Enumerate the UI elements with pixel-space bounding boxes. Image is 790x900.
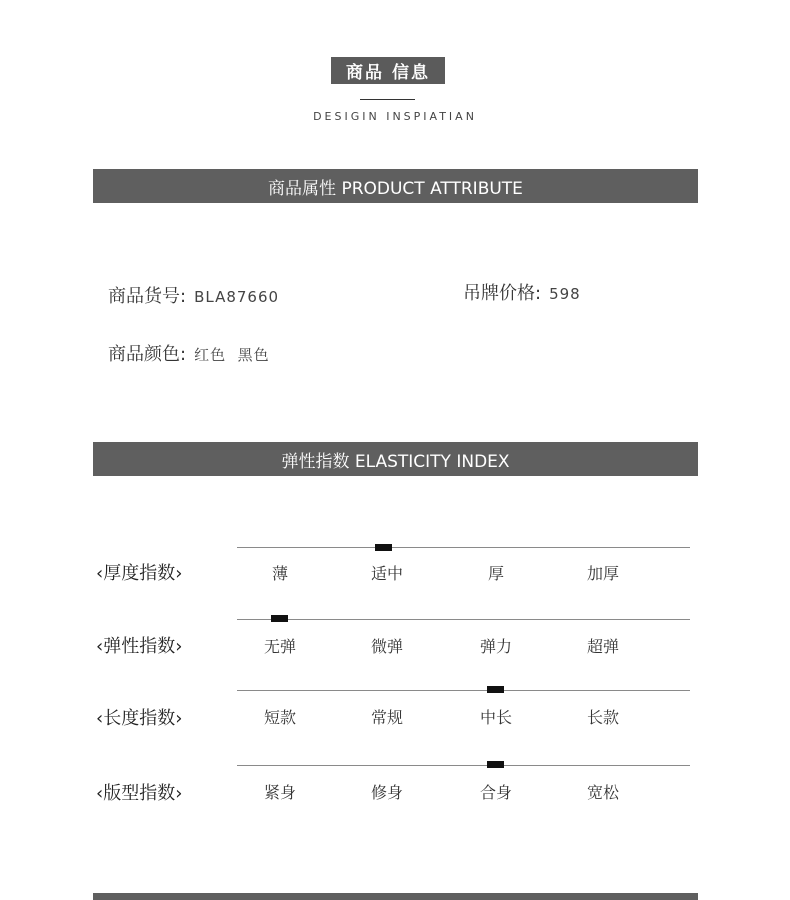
- length-option: 中长: [479, 708, 512, 727]
- length-marker: [487, 686, 504, 693]
- length-index-label: ‹长度指数›: [96, 708, 183, 729]
- thickness-option: 薄: [271, 564, 288, 583]
- thickness-index-label: ‹厚度指数›: [96, 563, 183, 584]
- item-number-value: BLA87660: [194, 288, 280, 306]
- product-attribute-header: 商品属性 PRODUCT ATTRIBUTE: [93, 169, 698, 203]
- fit-option: 紧身: [263, 783, 296, 802]
- length-option: 长款: [586, 708, 619, 727]
- thickness-option: 厚: [487, 564, 504, 583]
- fit-option: 修身: [370, 783, 403, 802]
- color-row: [108, 340, 270, 366]
- color-value: 红色 黑色: [194, 346, 270, 364]
- item-number-label: 商品货号:: [108, 286, 187, 307]
- elasticity-index-label: ‹弹性指数›: [96, 636, 183, 657]
- page-subtitle: DESIGIN INSPIATIAN: [313, 110, 477, 123]
- elasticity-option: 无弹: [263, 637, 296, 656]
- thickness-option: 加厚: [586, 564, 619, 583]
- thickness-scale-line: [237, 547, 690, 548]
- color-label: 商品颜色:: [108, 344, 187, 365]
- page-title: 商品 信息: [331, 57, 445, 84]
- fit-index-label: ‹版型指数›: [96, 783, 183, 804]
- elasticity-marker: [271, 615, 288, 622]
- fit-marker: [487, 761, 504, 768]
- tag-price-value: 598: [549, 285, 581, 303]
- elasticity-option: 超弹: [586, 637, 619, 656]
- length-scale-line: [237, 690, 690, 691]
- fit-option: 合身: [479, 783, 512, 802]
- fit-option: 宽松: [586, 783, 619, 802]
- thickness-option: 适中: [370, 564, 403, 583]
- elasticity-option: 弹力: [479, 637, 512, 656]
- tag-price-label: 吊牌价格:: [463, 283, 542, 304]
- length-option: 常规: [370, 708, 403, 727]
- item-number-row: [108, 282, 279, 308]
- elasticity-index-header: 弹性指数 ELASTICITY INDEX: [93, 442, 698, 476]
- next-section-header: [93, 893, 698, 900]
- title-divider: [360, 99, 415, 100]
- tag-price-row: [463, 279, 581, 305]
- length-option: 短款: [263, 708, 296, 727]
- elasticity-option: 微弹: [370, 637, 403, 656]
- elasticity-scale-line: [237, 619, 690, 620]
- thickness-marker: [375, 544, 392, 551]
- fit-scale-line: [237, 765, 690, 766]
